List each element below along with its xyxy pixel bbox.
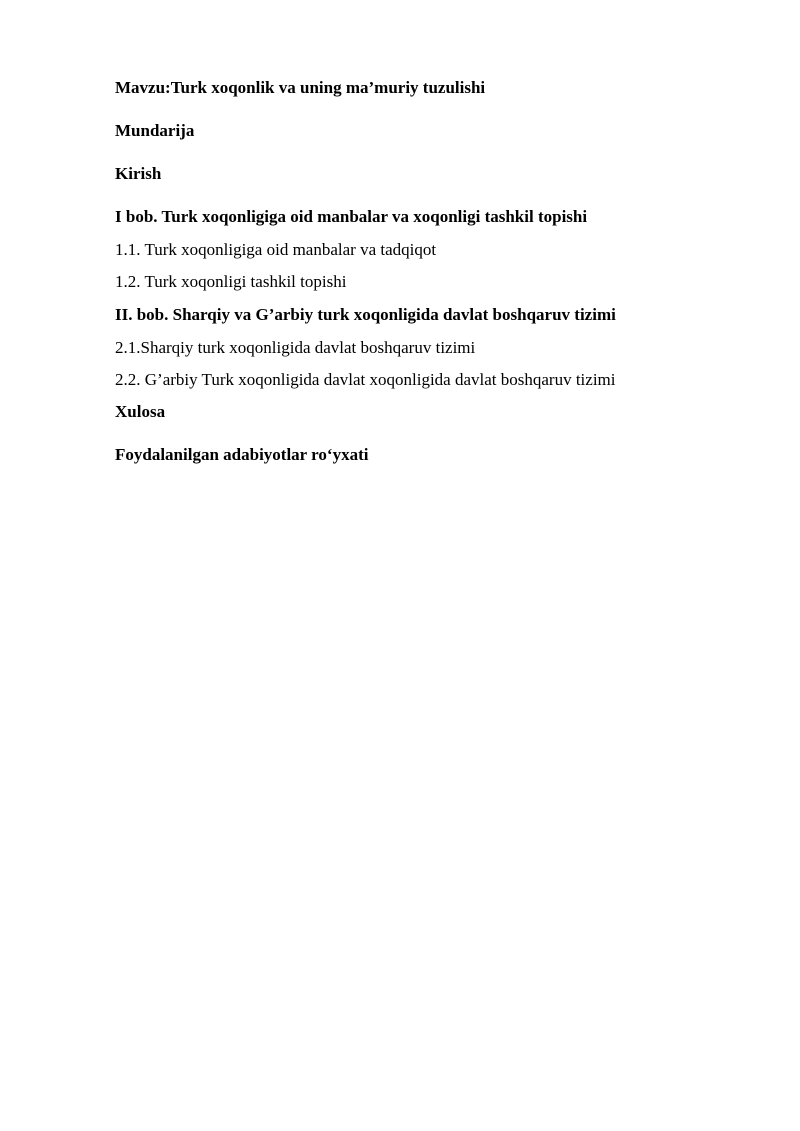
contents-heading: Mundarija — [115, 121, 195, 140]
toc-item-section-2-1: 2.1.Sharqiy turk xoqonligida davlat boshqaruv tizimi — [115, 338, 476, 357]
toc-item-section-1-1: 1.1. Turk xoqonligiga oid manbalar va tadqiqot — [115, 240, 437, 259]
toc-item-chapter-2: II. bob. Sharqiy va G’arbiy turk xoqonligida davlat boshqaruv tizimi — [115, 305, 616, 324]
toc-item-bibliography: Foydalanilgan adabiyotlar ro‘yxati — [115, 445, 369, 464]
toc-item-conclusion: Xulosa — [115, 402, 166, 421]
document-topic: Mavzu:Turk xoqonlik va uning ma’muriy tuzulishi — [115, 78, 486, 97]
toc-item-section-2-2: 2.2. G’arbiy Turk xoqonligida davlat xoqonligida davlat boshqaruv tizimi — [115, 370, 616, 389]
toc-item-section-1-2: 1.2. Turk xoqonligi tashkil topishi — [115, 272, 347, 291]
toc-item-introduction: Kirish — [115, 164, 162, 183]
toc-item-chapter-1: I bob. Turk xoqonligiga oid manbalar va xoqonligi tashkil topishi — [115, 207, 588, 226]
